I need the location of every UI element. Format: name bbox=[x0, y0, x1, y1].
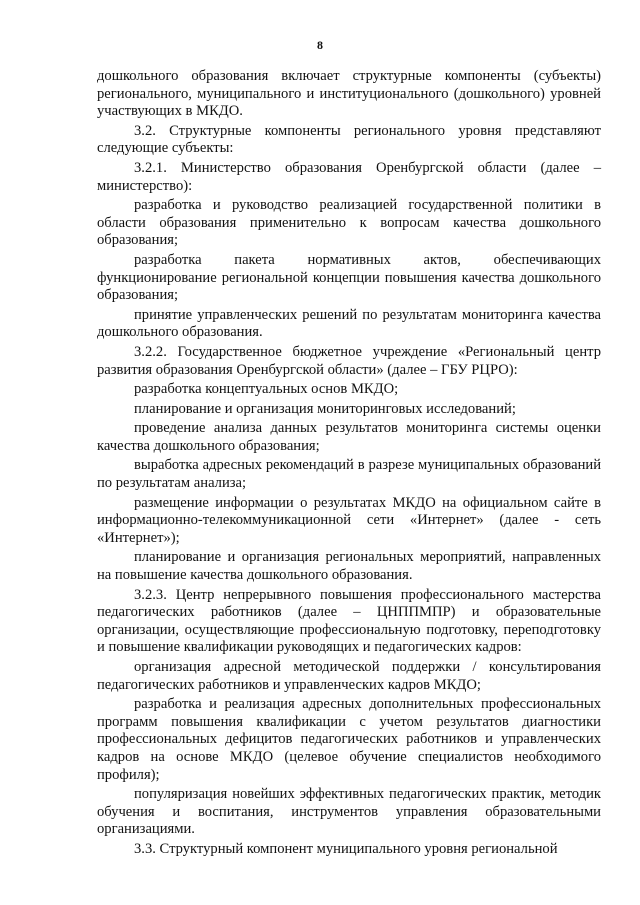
list-item: размещение информации о результатах МКДО на официальном сайте в информационно-телекоммуникационной сети «Интернет» (далее - сеть «Интернет»); bbox=[97, 494, 601, 546]
page-number: 8 bbox=[317, 38, 323, 52]
list-item: выработка адресных рекомендаций в разрезе муниципальных образований по результатам анализа; bbox=[97, 457, 601, 492]
list-item: разработка концептуальных основ МКДО; bbox=[134, 381, 399, 398]
list-item: организация адресной методической поддержки / консультирования педагогических работников и управленческих кадров МКДО; bbox=[97, 659, 601, 693]
list-item: разработка и руководство реализацией государственной политики в области образования применительно к вопросам качества дошкольного образования; bbox=[97, 197, 601, 249]
paragraph-section-3-2-2: 3.2.2. Государственное бюджетное учреждение «Региональный центр развития образования Оренбургской области» (далее – ГБУ РЦРО): bbox=[97, 343, 601, 378]
list-item: планирование и организация мониторинговых исследований; bbox=[134, 400, 516, 417]
paragraph-section-3-2: 3.2. Структурные компоненты регионального уровня представляют следующие субъекты: bbox=[97, 122, 601, 157]
paragraph-section-3-2-3: 3.2.3. Центр непрерывного повышения профессионального мастерства педагогических работников (далее – ЦНППМПР) и образовательные организации, осуществляющие профессиональную подготовку, переподготовку и повышение квалификации руководящих и педагогических кадров: bbox=[97, 586, 601, 656]
list-item: проведение анализа данных результатов мониторинга системы оценки качества дошкольного образования; bbox=[97, 420, 601, 454]
list-item: разработка пакета нормативных актов, обеспечивающих функционирование региональной концепции повышения качества дошкольного образования; bbox=[97, 251, 601, 304]
paragraph-section-3-2-1: 3.2.1. Министерство образования Оренбургской области (далее – министерство): bbox=[97, 159, 601, 194]
list-item: разработка и реализация адресных дополнительных профессиональных программ повышения квалификации с учетом результатов диагностики профессиональных дефицитов педагогических работников и управленческих кадров на основе МКДО (целевое обучение специалистов необходимого профиля); bbox=[97, 696, 601, 783]
list-item: популяризация новейших эффективных педагогических практик, методик обучения и воспитания, инструментов управления образовательными организациями. bbox=[97, 786, 601, 838]
list-item: принятие управленческих решений по результатам мониторинга качества дошкольного образования. bbox=[97, 306, 601, 341]
paragraph-continuation: дошкольного образования включает структурные компоненты (субъекты) регионального, муниципального и институционального (дошкольного) уровней участвующих в МКДО. bbox=[97, 68, 601, 120]
list-item: планирование и организация региональных мероприятий, направленных на повышение качества дошкольного образования. bbox=[97, 549, 601, 584]
paragraph-section-3-3: 3.3. Структурный компонент муниципального уровня региональной bbox=[134, 840, 558, 857]
document-body bbox=[97, 68, 601, 861]
